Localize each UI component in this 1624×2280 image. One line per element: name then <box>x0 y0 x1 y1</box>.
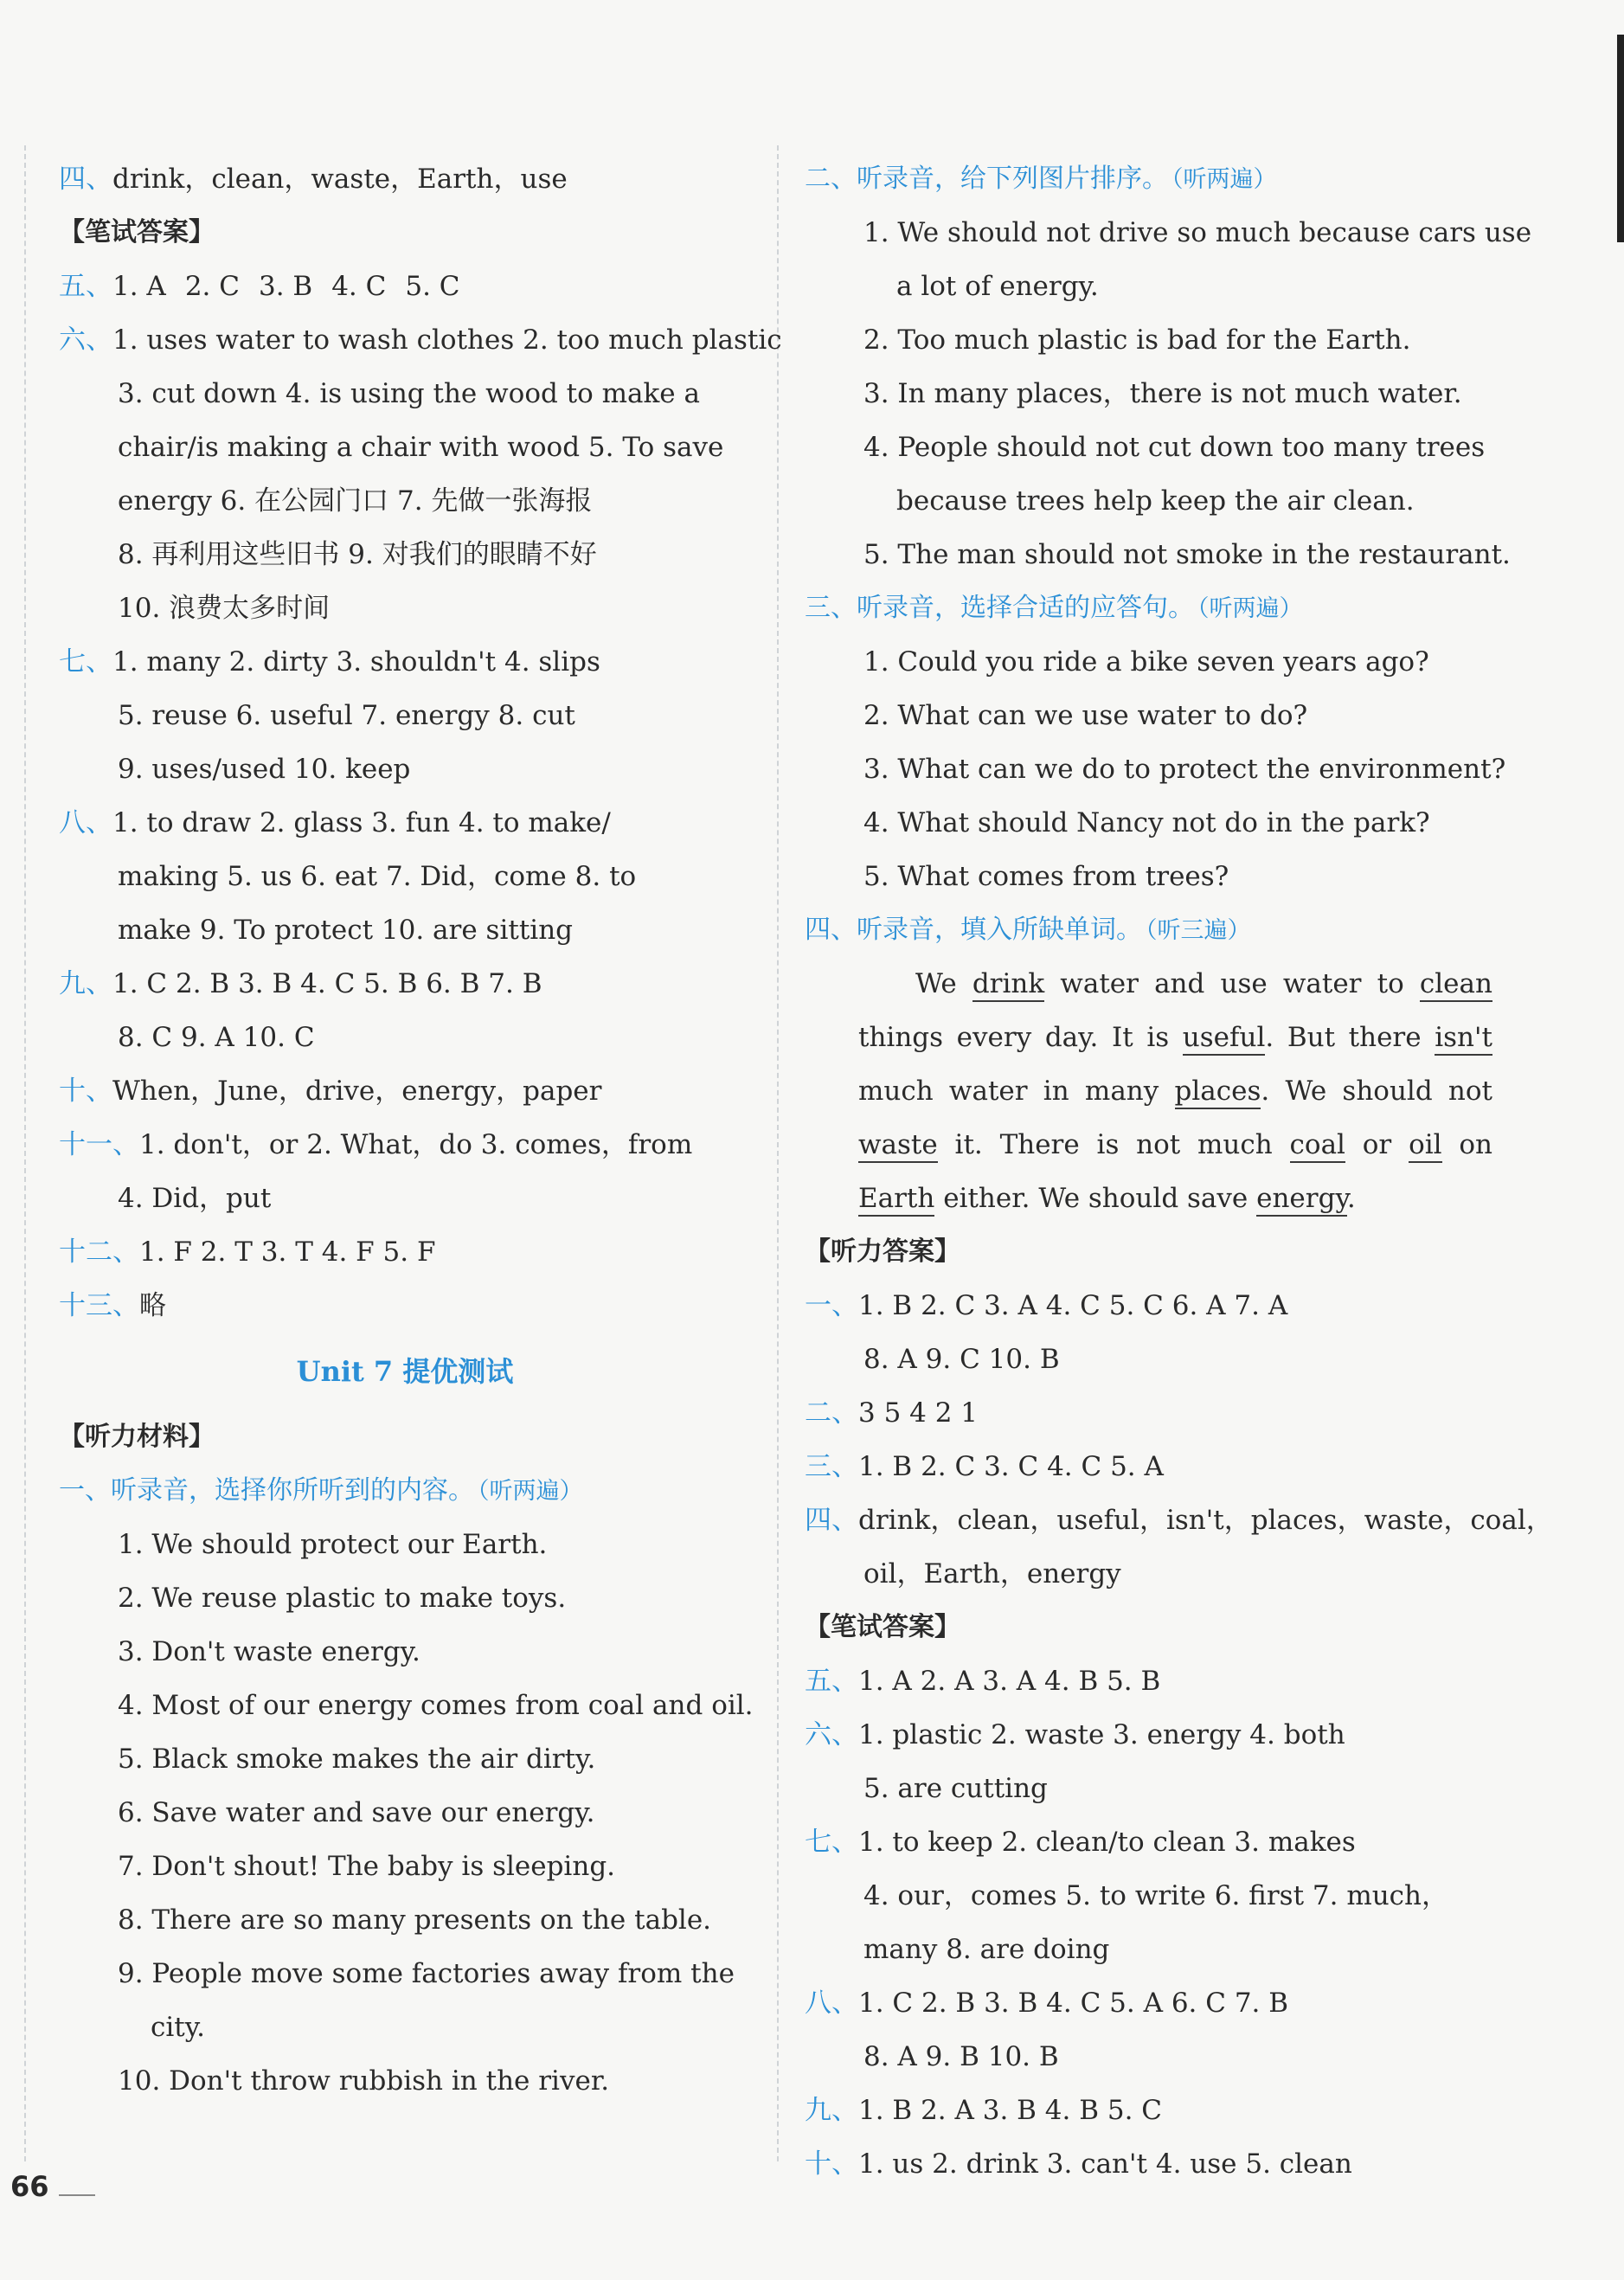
q5-item: 5. C <box>405 271 460 302</box>
a10-header: 十、 <box>805 2148 858 2180</box>
answer-q6-cont: 8. 再利用这些旧书 9. 对我们的眼睛不好 <box>118 539 597 570</box>
section4-title-text: 四、听录音，填入所缺单词。 <box>805 915 1142 945</box>
passage-text: things every day. It is <box>858 1022 1183 1053</box>
passage-text: much water in many <box>858 1076 1175 1107</box>
answer-q7-cont: 5. reuse 6. useful 7. energy 8. cut <box>118 700 575 731</box>
passage-text: on <box>1441 1129 1492 1160</box>
section1-item: 3. Don't waste energy. <box>118 1636 420 1667</box>
answer-q6-cont: chair/is making a chair with wood 5. To save <box>118 432 724 463</box>
a4-header: 四、 <box>805 1505 858 1536</box>
q6-line: 1. uses water to wash clothes 2. too much plastic <box>112 324 782 356</box>
a1-header: 一、 <box>805 1290 858 1321</box>
answer-q7 <box>59 635 751 689</box>
listening-answers-heading: 【听力答案】 <box>805 1236 960 1267</box>
a5-text: 1. A 2. A 3. A 4. B 5. B <box>858 1666 1161 1697</box>
section2-title <box>805 152 1501 206</box>
section2-title-text: 二、听录音，给下列图片排序。 <box>805 164 1168 194</box>
section2-item: 3. In many places，there is not much water. <box>863 378 1462 409</box>
section4-title <box>805 903 1501 957</box>
answer-a7-cont: many 8. are doing <box>863 1934 1110 1965</box>
section1-title <box>59 1464 751 1518</box>
a6-header: 六、 <box>805 1719 858 1750</box>
blank-answer: isn't <box>1435 1022 1492 1056</box>
q5-item: 1. A <box>112 271 166 302</box>
section2-item: 4. People should not cut down too many trees <box>863 432 1486 463</box>
a1-line: 1. B 2. C 3. A 4. C 5. C 6. A 7. A <box>858 1290 1288 1321</box>
answer-a4 <box>805 1493 1553 1547</box>
answer-q5 <box>59 260 751 313</box>
answer-q6 <box>59 313 782 367</box>
q8-header: 八、 <box>59 807 112 838</box>
passage-text: . But there <box>1265 1022 1435 1053</box>
blank-answer: oil <box>1409 1129 1442 1163</box>
section3-title-text: 三、听录音，选择合适的应答句。 <box>805 593 1194 623</box>
section1-item: 5. Black smoke makes the air dirty. <box>118 1744 596 1775</box>
answer-q8-cont: making 5. us 6. eat 7. Did，come 8. to <box>118 861 637 892</box>
section3-item: 1. Could you ride a bike seven years ago? <box>863 646 1429 678</box>
answer-a8-cont: 8. A 9. B 10. B <box>863 2041 1059 2072</box>
q7-line: 1. many 2. dirty 3. shouldn't 4. slips <box>112 646 600 678</box>
section1-item: 7. Don't shout! The baby is sleeping. <box>118 1851 616 1882</box>
section2-note: （听两遍） <box>1171 166 1277 193</box>
right-column <box>805 152 1553 2191</box>
section1-note: （听两遍） <box>478 1478 583 1505</box>
left-margin-rule <box>24 145 26 2161</box>
a2-header: 二、 <box>805 1397 858 1429</box>
section2-item: 1. We should not drive so much because cars use <box>863 217 1532 248</box>
answer-a3 <box>805 1440 1501 1493</box>
section2-item-cont: a lot of energy. <box>896 271 1099 302</box>
q13-header: 十三、 <box>59 1290 139 1321</box>
a9-header: 九、 <box>805 2095 858 2126</box>
answer-q13 <box>59 1279 751 1333</box>
a7-line: 1. to keep 2. clean/to clean 3. makes <box>858 1827 1356 1858</box>
answer-q9-cont: 8. C 9. A 10. C <box>118 1022 315 1053</box>
q11-header: 十一、 <box>59 1129 139 1160</box>
left-column <box>59 152 782 2108</box>
answer-a1 <box>805 1279 1501 1333</box>
q5-item: 2. C <box>184 271 240 302</box>
cloze-passage <box>805 957 1501 1225</box>
written-answers-heading: 【笔试答案】 <box>59 217 215 247</box>
a4-line: drink，clean，useful，isn't，places，waste，coal， <box>858 1505 1553 1536</box>
q5-header: 五、 <box>59 271 112 302</box>
blank-answer: clean <box>1420 968 1492 1002</box>
q10-text: When，June，drive，energy，paper <box>112 1076 602 1107</box>
passage-text: . We should not <box>1261 1076 1492 1107</box>
answer-q8-cont: make 9. To protect 10. are sitting <box>118 915 574 946</box>
section3-item: 4. What should Nancy not do in the park? <box>863 807 1430 838</box>
answer-q6-cont: 10. 浪费太多时间 <box>118 593 331 624</box>
q12-header: 十二、 <box>59 1236 139 1268</box>
q7-header: 七、 <box>59 646 112 678</box>
answer-q6-cont: energy 6. 在公园门口 7. 先做一张海报 <box>118 485 593 517</box>
answer-q11 <box>59 1118 751 1172</box>
unit-title: Unit 7 提优测试 <box>296 1355 514 1388</box>
blank-answer: useful <box>1183 1022 1266 1056</box>
answer-a7-cont: 4. our，comes 5. to write 6. first 7. much， <box>863 1880 1449 1911</box>
section3-note: （听两遍） <box>1197 595 1303 622</box>
a2-text: 3 5 4 2 1 <box>858 1397 979 1429</box>
section1-item: 8. There are so many presents on the table. <box>118 1904 712 1936</box>
page-edge-mark <box>1617 35 1624 242</box>
answer-q10 <box>59 1064 751 1118</box>
a3-text: 1. B 2. C 3. C 4. C 5. A <box>858 1451 1164 1482</box>
section4-note: （听三遍） <box>1146 917 1251 944</box>
passage-text: or <box>1345 1129 1409 1160</box>
blank-answer: energy <box>1256 1183 1347 1217</box>
section3-item: 5. What comes from trees? <box>863 861 1229 892</box>
answer-a6 <box>805 1708 1501 1762</box>
q8-line: 1. to draw 2. glass 3. fun 4. to make/ <box>112 807 611 838</box>
answer-q8 <box>59 796 751 850</box>
q4-header: 四、 <box>59 164 112 195</box>
q11-line: 1. don't，or 2. What，do 3. comes，from <box>139 1129 693 1160</box>
page-number: 66 <box>10 2170 49 2203</box>
answer-a6-cont: 5. are cutting <box>863 1773 1048 1804</box>
section1-title-text: 一、听录音，选择你所听到的内容。 <box>59 1475 474 1506</box>
section3-title <box>805 581 1501 635</box>
answer-a9 <box>805 2084 1501 2137</box>
section1-item: 9. People move some factories away from the <box>118 1958 735 1989</box>
q9-line: 1. C 2. B 3. B 4. C 5. B 6. B 7. B <box>112 968 542 999</box>
a3-header: 三、 <box>805 1451 858 1482</box>
listening-material-heading: 【听力材料】 <box>59 1422 215 1452</box>
q10-header: 十、 <box>59 1076 112 1107</box>
blank-answer: coal <box>1290 1129 1345 1163</box>
a10-text: 1. us 2. drink 3. can't 4. use 5. clean <box>858 2148 1352 2180</box>
section1-item: 6. Save water and save our energy. <box>118 1797 595 1828</box>
q5-item: 4. C <box>331 271 387 302</box>
answer-a4-cont: oil，Earth，energy <box>863 1558 1121 1590</box>
answer-a8 <box>805 1976 1501 2030</box>
a7-header: 七、 <box>805 1827 858 1858</box>
answer-a10 <box>805 2137 1501 2191</box>
answer-a7 <box>805 1815 1501 1869</box>
answer-q9 <box>59 957 751 1011</box>
answer-q7-cont: 9. uses/used 10. keep <box>118 754 411 785</box>
answer-q11-cont: 4. Did，put <box>118 1183 272 1214</box>
section1-item: 10. Don't throw rubbish in the river. <box>118 2065 610 2097</box>
section1-item: 4. Most of our energy comes from coal and oil. <box>118 1690 754 1721</box>
column-divider <box>777 145 779 2161</box>
answer-a1-cont: 8. A 9. C 10. B <box>863 1344 1060 1375</box>
section2-item-cont: because trees help keep the air clean. <box>896 485 1415 517</box>
passage-paragraph <box>858 957 1492 1225</box>
answer-q12 <box>59 1225 751 1279</box>
blank-answer: Earth <box>858 1183 934 1217</box>
q12-text: 1. F 2. T 3. T 4. F 5. F <box>139 1236 436 1268</box>
answer-q6-cont: 3. cut down 4. is using the wood to make a <box>118 378 700 409</box>
section2-item: 5. The man should not smoke in the restaurant. <box>863 539 1511 570</box>
passage-text: water and use water to <box>1044 968 1420 999</box>
passage-text: it. There is not much <box>937 1129 1290 1160</box>
blank-answer: waste <box>858 1129 938 1163</box>
answer-a5 <box>805 1654 1501 1708</box>
q5-item: 3. B <box>258 271 313 302</box>
section1-item: 2. We reuse plastic to make toys. <box>118 1583 567 1614</box>
a6-line: 1. plastic 2. waste 3. energy 4. both <box>858 1719 1345 1750</box>
section1-item: 1. We should protect our Earth. <box>118 1529 548 1560</box>
passage-text: . <box>1346 1183 1356 1214</box>
blank-answer: drink <box>972 968 1044 1002</box>
answer-a2 <box>805 1386 1501 1440</box>
written-answers-heading: 【笔试答案】 <box>805 1612 960 1642</box>
section3-item: 2. What can we use water to do? <box>863 700 1308 731</box>
section1-item-cont: city. <box>151 2012 205 2043</box>
q4-text: drink，clean，waste，Earth，use <box>112 164 568 195</box>
answer-q4 <box>59 152 751 206</box>
a9-text: 1. B 2. A 3. B 4. B 5. C <box>858 2095 1163 2126</box>
q13-text: 略 <box>139 1290 166 1321</box>
section3-item: 3. What can we do to protect the environment? <box>863 754 1506 785</box>
passage-text: We <box>915 968 972 999</box>
a8-header: 八、 <box>805 1988 858 2019</box>
q6-header: 六、 <box>59 324 112 356</box>
a8-line: 1. C 2. B 3. B 4. C 5. A 6. C 7. B <box>858 1988 1289 2019</box>
blank-answer: places <box>1175 1076 1261 1109</box>
a5-header: 五、 <box>805 1666 858 1697</box>
section2-item: 2. Too much plastic is bad for the Earth. <box>863 324 1411 356</box>
page-number-rule <box>59 2194 95 2196</box>
passage-text: either. We should save <box>934 1183 1257 1214</box>
q9-header: 九、 <box>59 968 112 999</box>
